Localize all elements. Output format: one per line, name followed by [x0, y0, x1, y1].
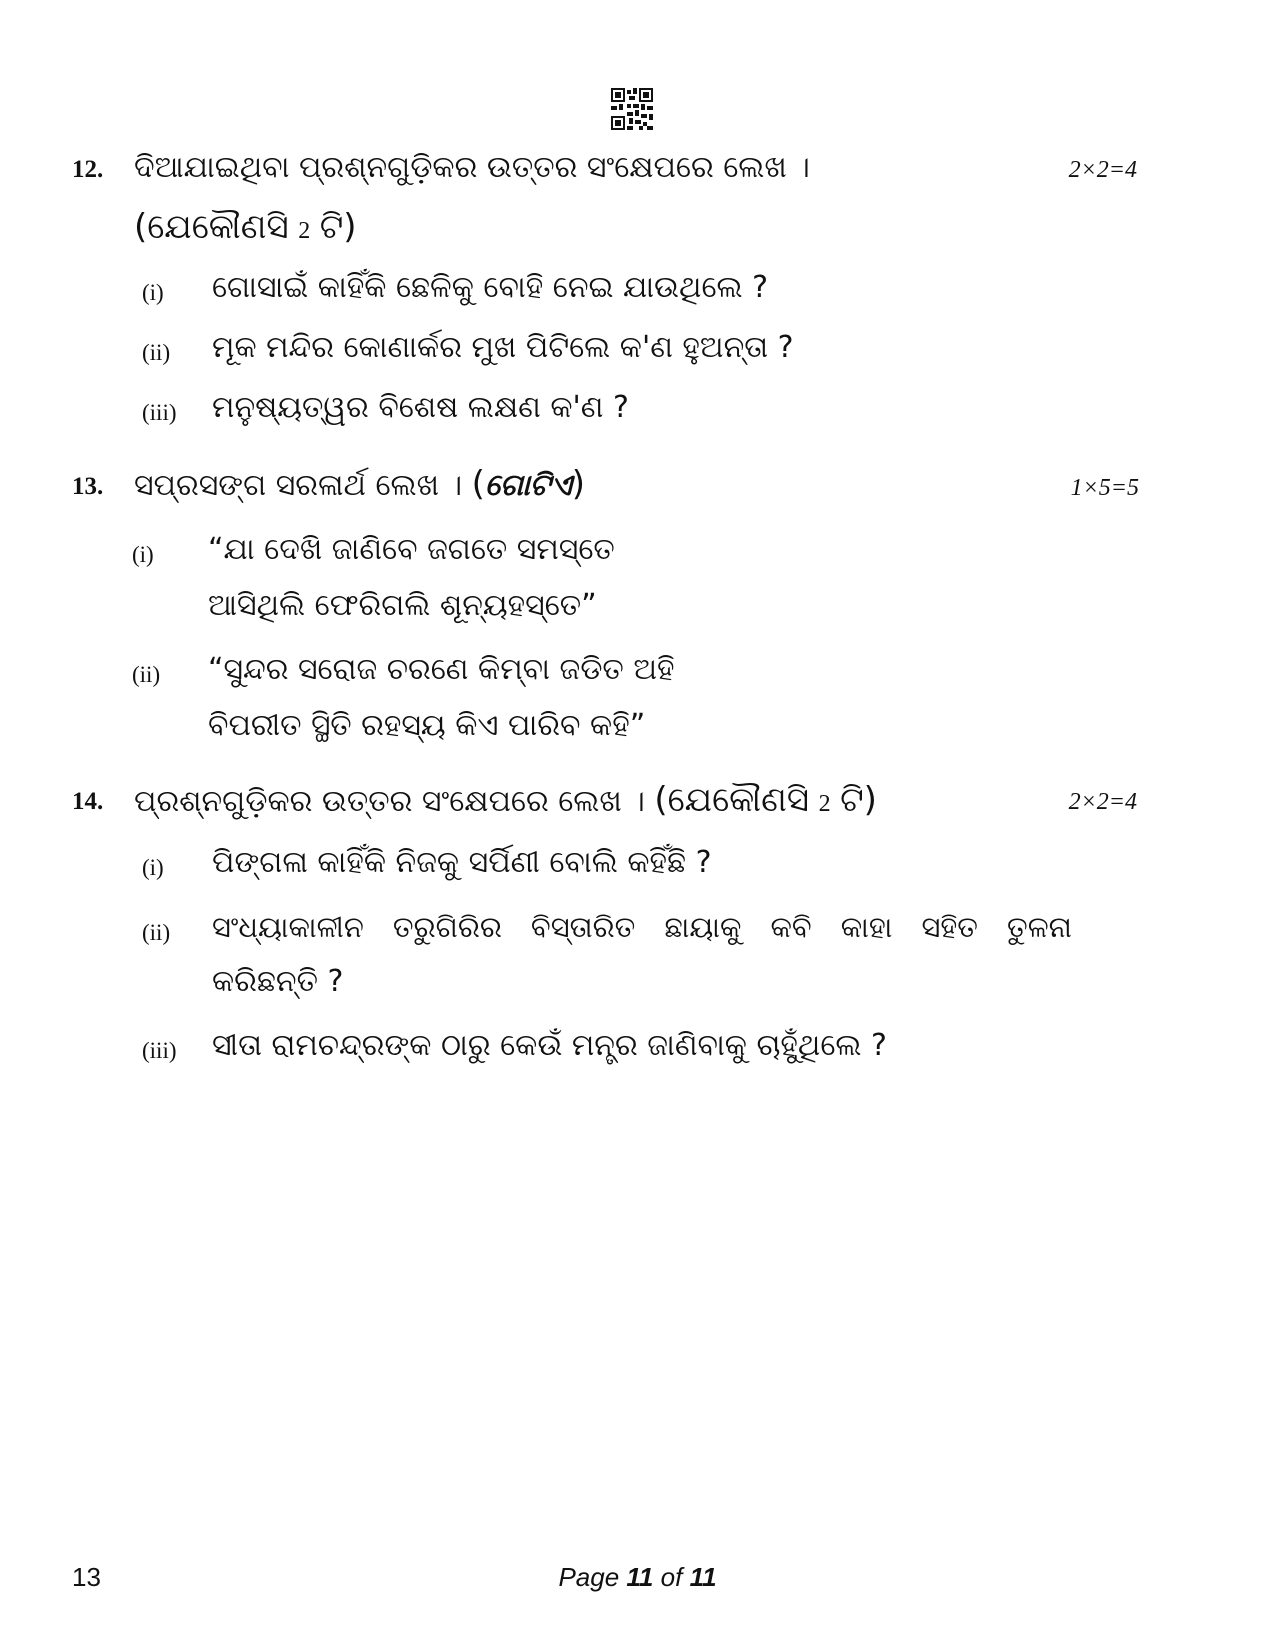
q14-heading [134, 780, 877, 820]
q12-item-3-text: ମନୁଷ୍ୟତ୍ୱର ବିଶେଷ ଲକ୍ଷଣ କ'ଣ ? [212, 390, 629, 425]
q14-number: 14. [72, 788, 104, 815]
footer-page-prefix: Page [558, 1562, 620, 1592]
q12-instruction: ଦିଆଯାଇଥିବା ପ୍ରଶ୍ନଗୁଡ଼ିକର ଉତ୍ତର ସଂକ୍ଷେପରେ ଲେଖ । [134, 150, 810, 185]
q12-marks: 2×2=4 [1068, 157, 1137, 183]
q14-item-1-text: ପିଙ୍ଗଳା କାହିଁକି ନିଜକୁ ସର୍ପିଣୀ ବୋଲି କହିଁଛି ? [212, 845, 712, 880]
q13-paren-open: ( [471, 464, 485, 504]
q14-item-1-label: (i) [142, 855, 164, 880]
q12-choice-suffix: ଟି) [319, 207, 357, 247]
q12-item-1-text: ଗୋସାଇଁ କାହିଁକି ଛେଳିକୁ ବୋହି ନେଇ ଯାଉଥିଲେ ? [212, 270, 769, 305]
footer-code: 13 [72, 1562, 101, 1592]
q12-item-2-label: (ii) [142, 340, 171, 365]
footer-page-total: 11 [689, 1562, 717, 1592]
q13-marks: 1×5=5 [1070, 475, 1139, 501]
q14-choice-suffix: ଟି) [840, 780, 877, 820]
q12-choice-num: 2 [298, 218, 311, 244]
qr-code [611, 88, 653, 130]
q13-item-2-line2: ବିପରୀତ ସ୍ଥିତି ରହସ୍ୟ କିଏ ପାରିବ କହି” [208, 708, 646, 743]
q13-item-1-label: (i) [132, 542, 154, 567]
q13-choice: ଗୋଟିଏ [484, 468, 572, 503]
q12-choice [134, 207, 357, 247]
q14-item-3-text: ସୀତା ରାମଚନ୍ଦ୍ରଙ୍କ ଠାରୁ କେଉଁ ମନ୍ତ୍ର ଜାଣିବାକୁ ଚାହୁଁଥିଲେ ? [212, 1028, 887, 1063]
q12-choice-prefix: (ଯେକୌଣସି [134, 207, 289, 247]
q13-item-1-line1: “ଯା ଦେଖି ଜାଣିବେ ଜଗତେ ସମସ୍ତେ [208, 532, 615, 567]
footer-page-current: 11 [626, 1562, 654, 1592]
q12-item-2-text: ମୂକ ମନ୍ଦିର କୋଣାର୍କର ମୁଖ ପିଟିଲେ କ'ଣ ହୁଅନ୍ତା ? [212, 330, 794, 365]
q12-item-1-label: (i) [142, 280, 164, 305]
q14-instruction: ପ୍ରଶ୍ନଗୁଡ଼ିକର ଉତ୍ତର ସଂକ୍ଷେପରେ ଲେଖ । [134, 784, 645, 819]
q13-item-2-label: (ii) [132, 662, 161, 687]
q14-item-2-label: (ii) [142, 920, 171, 945]
q12-number: 12. [72, 156, 104, 183]
q13-item-1-line2: ଆସିଥିଲି ଫେରିଗଲି ଶୂନ୍ୟହସ୍ତେ” [208, 588, 597, 623]
q13-number: 13. [72, 473, 104, 500]
q13-heading [134, 464, 585, 504]
q12-item-3-label: (iii) [142, 400, 177, 425]
q14-choice-prefix: (ଯେକୌଣସି [654, 780, 810, 820]
q13-item-2-line1: “ସୁନ୍ଦର ସରୋଜ ଚରଣେ କିମ୍ବା ଜଡିତ ଅହି [208, 652, 675, 687]
q14-item-2-line1: ସଂଧ୍ୟାକାଳୀନ ତରୁଗିରିର ବିସ୍ତାରିତ ଛାୟାକୁ କବି କାହା ସହିତ ତୁଳନା [212, 910, 1072, 944]
q14-marks: 2×2=4 [1068, 789, 1137, 815]
q14-item-3-label: (iii) [142, 1038, 177, 1063]
q14-item-2-line2: କରିଛନ୍ତି ? [212, 964, 344, 999]
q14-choice-num: 2 [818, 791, 831, 817]
footer-page-of: of [660, 1562, 683, 1592]
q13-instruction: ସପ୍ରସଙ୍ଗ ସରଳାର୍ଥ ଲେଖ । [134, 468, 463, 503]
footer-page-number [0, 1562, 1275, 1593]
q13-paren-close: ) [571, 464, 585, 504]
